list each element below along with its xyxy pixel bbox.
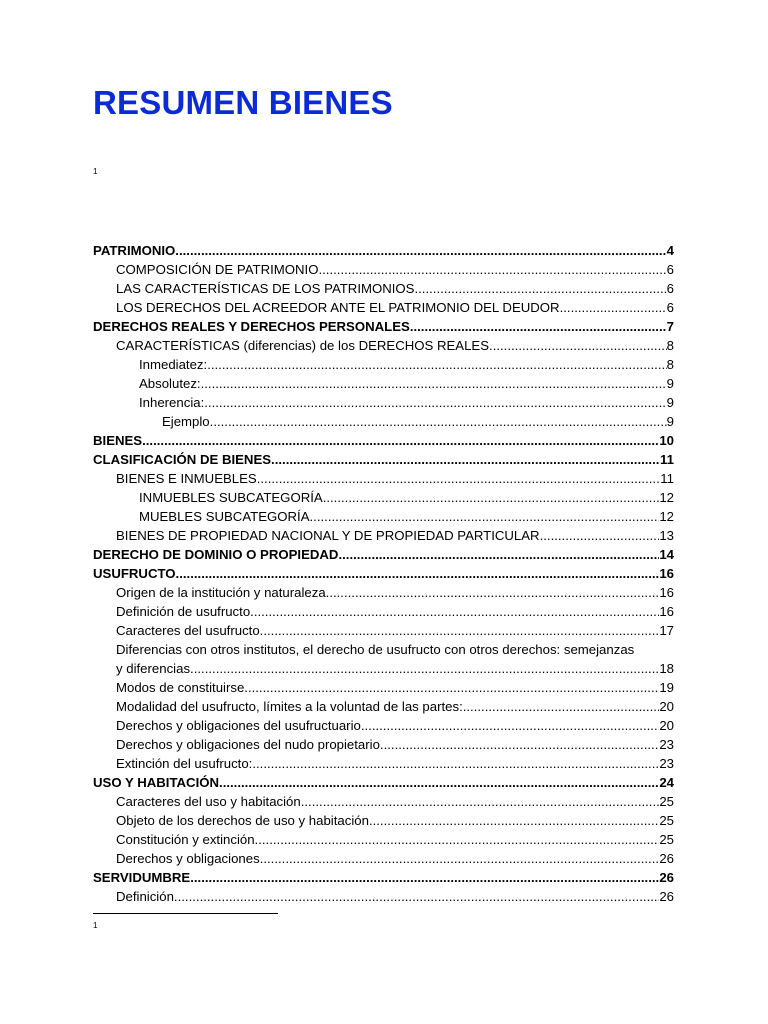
- toc-page-number: 24: [659, 775, 674, 790]
- dot-leader: [260, 849, 660, 868]
- toc-entry-text: Origen de la institución y naturaleza: [116, 585, 326, 600]
- dot-leader: [174, 887, 659, 906]
- toc-entry[interactable]: [93, 507, 674, 526]
- toc-entry-text: BIENES: [93, 433, 143, 448]
- toc-entry[interactable]: [93, 640, 674, 678]
- toc-page-number: 16: [659, 566, 674, 581]
- toc-page-number: 8: [666, 357, 674, 372]
- toc-page-number: 12: [659, 509, 674, 524]
- toc-entry[interactable]: [93, 621, 674, 640]
- toc-entry[interactable]: [93, 887, 674, 906]
- toc-entry-text: Derechos y obligaciones: [116, 851, 260, 866]
- toc-entry[interactable]: [93, 241, 674, 260]
- toc-page-number: 4: [666, 243, 674, 258]
- toc-entry-text: Definición de usufructo: [116, 604, 251, 619]
- toc-entry-text: Ejemplo: [162, 414, 210, 429]
- toc-entry[interactable]: [93, 735, 674, 754]
- toc-entry[interactable]: [93, 431, 674, 450]
- toc-page-number: 11: [660, 452, 674, 467]
- toc-entry[interactable]: [93, 773, 674, 792]
- toc-entry[interactable]: [93, 754, 674, 773]
- toc-entry[interactable]: [93, 260, 674, 279]
- toc-entry-text: BIENES E INMUEBLES: [116, 471, 257, 486]
- toc-entry[interactable]: [93, 564, 674, 583]
- toc-entry-text: Caracteres del usufructo: [116, 623, 260, 638]
- toc-entry-text: Inmediatez:: [139, 357, 208, 372]
- toc-entry-text: DERECHOS REALES Y DERECHOS PERSONALES: [93, 319, 410, 334]
- toc-entry[interactable]: [93, 336, 674, 355]
- table-of-contents: [93, 241, 674, 906]
- toc-entry-text: Definición: [116, 889, 174, 904]
- dot-leader: [310, 507, 660, 526]
- dot-leader: [489, 336, 667, 355]
- toc-entry-text-continued: y diferencias: [116, 661, 191, 676]
- toc-entry[interactable]: [93, 849, 674, 868]
- toc-entry-text: USUFRUCTO: [93, 566, 176, 581]
- dot-leader: [260, 621, 660, 640]
- dot-leader: [301, 792, 660, 811]
- toc-entry[interactable]: [93, 526, 674, 545]
- toc-entry-text: Extinción del usufructo:: [116, 756, 253, 771]
- toc-page-number: 16: [659, 604, 674, 619]
- toc-page-number: 26: [659, 889, 674, 904]
- toc-entry-text: Caracteres del uso y habitación: [116, 794, 301, 809]
- dot-leader: [380, 735, 659, 754]
- dot-leader: [176, 564, 660, 583]
- toc-page-number: 20: [659, 718, 674, 733]
- toc-page-number: 6: [666, 281, 674, 296]
- dot-leader: [560, 298, 667, 317]
- toc-page-number: 8: [666, 338, 674, 353]
- toc-entry-text: CLASIFICACIÓN DE BIENES: [93, 452, 272, 467]
- toc-entry-text: Derechos y obligaciones del usufructuario: [116, 718, 361, 733]
- dot-leader: [207, 355, 666, 374]
- toc-entry[interactable]: [93, 716, 674, 735]
- toc-entry-text: PATRIMONIO: [93, 243, 176, 258]
- toc-entry[interactable]: [93, 412, 674, 431]
- dot-leader: [361, 716, 659, 735]
- toc-entry[interactable]: [93, 317, 674, 336]
- dot-leader: [219, 773, 659, 792]
- toc-entry[interactable]: [93, 450, 674, 469]
- dot-leader: [244, 678, 659, 697]
- toc-page-number: 25: [659, 813, 674, 828]
- document-title: RESUMEN BIENES: [93, 84, 393, 121]
- toc-entry-text: DERECHO DE DOMINIO O PROPIEDAD: [93, 547, 339, 562]
- toc-page-number: 17: [659, 623, 674, 638]
- toc-entry-text: INMUEBLES SUBCATEGORÍA: [139, 490, 323, 505]
- toc-page-number: 6: [666, 262, 674, 277]
- toc-entry-text: SERVIDUMBRE: [93, 870, 191, 885]
- dot-leader: [175, 241, 666, 260]
- footnote-number: 1: [93, 921, 98, 930]
- toc-entry[interactable]: [93, 678, 674, 697]
- toc-page-number: 6: [666, 300, 674, 315]
- dot-leader: [414, 279, 666, 298]
- toc-entry-text: LOS DERECHOS DEL ACREEDOR ANTE EL PATRIMONIO DEL DEUDOR: [116, 300, 560, 315]
- toc-entry[interactable]: [93, 583, 674, 602]
- toc-entry-text: LAS CARACTERÍSTICAS DE LOS PATRIMONIOS: [116, 281, 415, 296]
- toc-entry-text: Derechos y obligaciones del nudo propietario: [116, 737, 380, 752]
- toc-entry-text: Modalidad del usufructo, límites a la voluntad de las partes:: [116, 699, 463, 714]
- dot-leader: [326, 583, 660, 602]
- toc-entry[interactable]: [93, 792, 674, 811]
- toc-entry[interactable]: [93, 279, 674, 298]
- toc-page-number: 14: [659, 547, 674, 562]
- dot-leader: [338, 545, 659, 564]
- toc-entry[interactable]: [93, 697, 674, 716]
- dot-leader: [250, 602, 659, 621]
- dot-leader: [271, 450, 660, 469]
- toc-entry[interactable]: [93, 488, 674, 507]
- dot-leader: [204, 393, 666, 412]
- dot-leader: [463, 697, 660, 716]
- dot-leader: [142, 431, 659, 450]
- dot-leader: [255, 830, 660, 849]
- dot-leader: [410, 317, 667, 336]
- toc-entry[interactable]: [93, 602, 674, 621]
- toc-entry[interactable]: [93, 469, 674, 488]
- toc-page-number: 23: [659, 756, 674, 771]
- dot-leader: [201, 374, 667, 393]
- toc-entry[interactable]: [93, 298, 674, 317]
- toc-entry-text: USO Y HABITACIÓN: [93, 775, 220, 790]
- toc-page-number: 16: [659, 585, 674, 600]
- dot-leader: [252, 754, 659, 773]
- toc-page-number: 20: [659, 699, 674, 714]
- toc-entry-text: COMPOSICIÓN DE PATRIMONIO: [116, 262, 319, 277]
- footnote-reference: 1: [93, 167, 98, 176]
- toc-page-number: 9: [666, 414, 674, 429]
- toc-page-number: 25: [659, 794, 674, 809]
- toc-page-number: 11: [660, 471, 674, 486]
- toc-page-number: 9: [666, 395, 674, 410]
- toc-page-number: 18: [659, 661, 674, 676]
- toc-entry[interactable]: [93, 393, 674, 412]
- dot-leader: [210, 412, 667, 431]
- toc-entry-text: Objeto de los derechos de uso y habitación: [116, 813, 369, 828]
- dot-leader: [318, 260, 666, 279]
- toc-entry[interactable]: [93, 355, 674, 374]
- toc-entry-text: BIENES DE PROPIEDAD NACIONAL Y DE PROPIEDAD PARTICULAR: [116, 528, 540, 543]
- toc-entry[interactable]: [93, 830, 674, 849]
- toc-page-number: 25: [659, 832, 674, 847]
- dot-leader: [190, 868, 659, 887]
- dot-leader: [323, 488, 660, 507]
- toc-page-number: 13: [659, 528, 674, 543]
- toc-entry-text: Inherencia:: [139, 395, 205, 410]
- toc-entry[interactable]: [93, 374, 674, 393]
- dot-leader: [257, 469, 661, 488]
- toc-page-number: 26: [659, 870, 674, 885]
- dot-leader: [190, 659, 659, 678]
- toc-entry[interactable]: [93, 545, 674, 564]
- toc-page-number: 10: [659, 433, 674, 448]
- toc-entry-text: Constitución y extinción: [116, 832, 255, 847]
- toc-page-number: 26: [659, 851, 674, 866]
- toc-entry-text: CARACTERÍSTICAS (diferencias) de los DERECHOS REALES: [116, 338, 490, 353]
- toc-entry-text: Absolutez:: [139, 376, 201, 391]
- toc-entry[interactable]: [93, 811, 674, 830]
- dot-leader: [540, 526, 660, 545]
- toc-page-number: 12: [659, 490, 674, 505]
- toc-entry[interactable]: [93, 868, 674, 887]
- footnote-separator: [93, 913, 278, 914]
- toc-page-number: 23: [659, 737, 674, 752]
- toc-page-number: 7: [666, 319, 674, 334]
- dot-leader: [369, 811, 659, 830]
- toc-entry-text: Modos de constituirse: [116, 680, 245, 695]
- toc-entry-text: Diferencias con otros institutos, el derecho de usufructo con otros derechos: semejanzas: [116, 642, 635, 657]
- toc-page-number: 19: [659, 680, 674, 695]
- toc-page-number: 9: [666, 376, 674, 391]
- toc-entry-text: MUEBLES SUBCATEGORÍA: [139, 509, 310, 524]
